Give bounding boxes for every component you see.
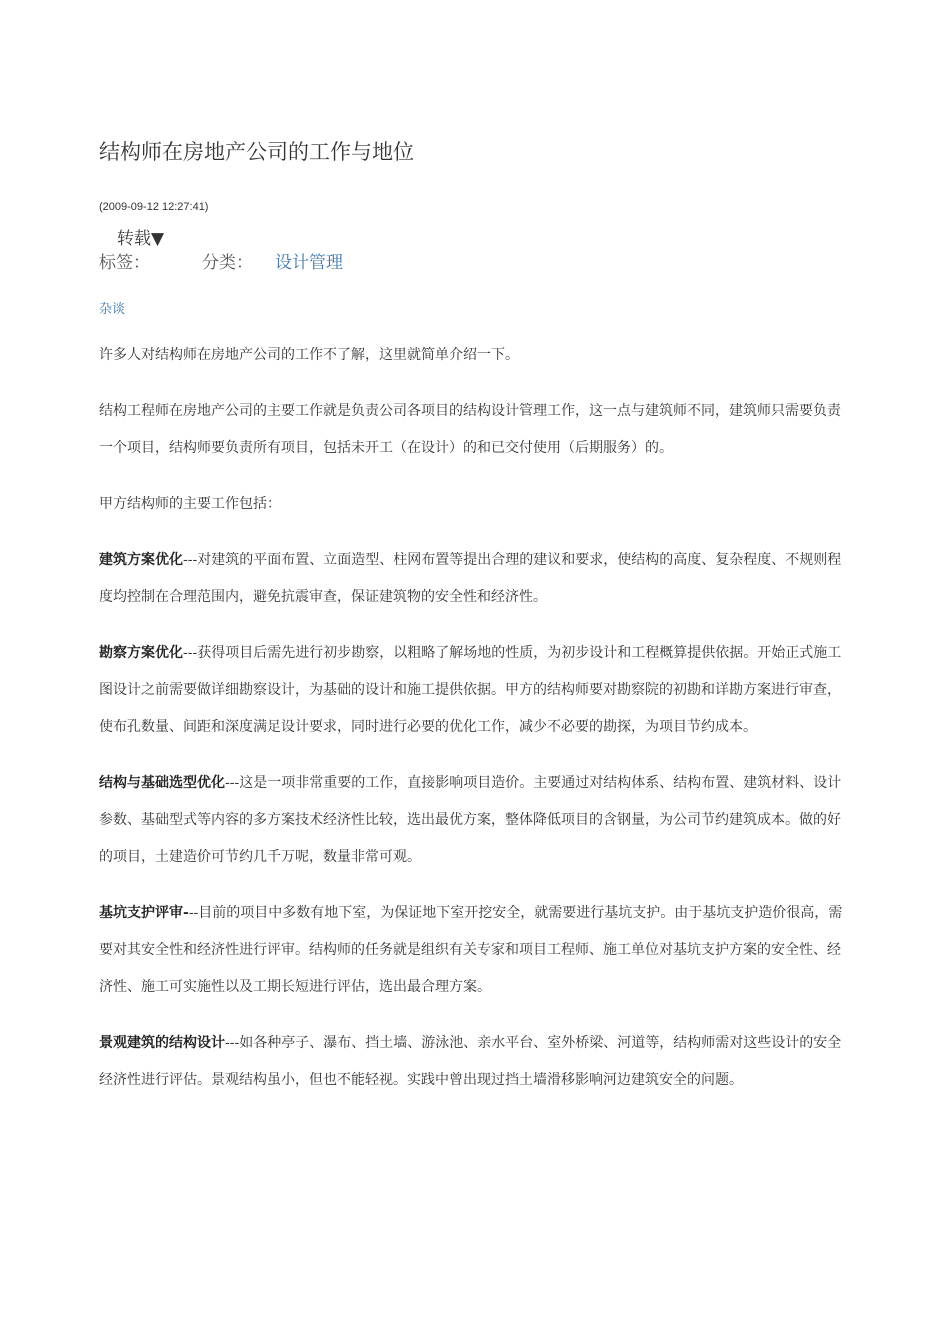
paragraph <box>99 393 851 467</box>
category-label: 分类： <box>202 253 253 273</box>
tag-link[interactable]: 杂谈 <box>99 302 126 317</box>
category-link[interactable]: 设计管理 <box>275 253 343 273</box>
paragraph-heading: 结构与基础选型优化 <box>99 775 225 791</box>
repost-dropdown[interactable]: 转载▼ <box>117 229 165 249</box>
paragraph-text: ---如各种亭子、瀑布、挡土墙、游泳池、亲水平台、室外桥梁、河道等，结构师需对这些设计的安全经济性进行评估。景观结构虽小，但也不能轻视。实践中曾出现过挡土墙滑移影响河边建筑安全的问题。 <box>99 1035 842 1088</box>
paragraph <box>99 337 851 374</box>
paragraph <box>99 542 851 616</box>
paragraph-heading: 景观建筑的结构设计 <box>99 1035 225 1051</box>
paragraph-text: ---这是一项非常重要的工作，直接影响项目造价。主要通过对结构体系、结构布置、建筑材料、设计参数、基础型式等内容的多方案技术经济性比较，选出最优方案，整体降低项目的含钢量，为公司节约建筑成本。做的好的项目，土建造价可节约几千万呢，数量非常可观。 <box>99 775 842 865</box>
paragraph <box>99 765 851 876</box>
article-title: 结构师在房地产公司的工作与地位 <box>99 140 414 164</box>
paragraph-text: 结构工程师在房地产公司的主要工作就是负责公司各项目的结构设计管理工作，这一点与建筑师不同，建筑师只需要负责一个项目，结构师要负责所有项目，包括未开工（在设计）的和已交付使用（后期服务）的。 <box>99 403 841 456</box>
tags-label: 标签： <box>99 253 150 273</box>
paragraph-text: ---获得项目后需先进行初步勘察，以粗略了解场地的性质，为初步设计和工程概算提供依据。开始正式施工图设计之前需要做详细勘察设计，为基础的设计和施工提供依据。甲方的结构师要对勘察院的初勘和详勘方案进行审查，使布孔数量、间距和深度满足设计要求，同时进行必要的优化工作，减少不必要的勘探，为项目节约成本。 <box>99 645 842 735</box>
paragraph <box>99 486 851 523</box>
paragraph-text: ---对建筑的平面布置、立面造型、柱网布置等提出合理的建议和要求，使结构的高度、复杂程度、不规则程度均控制在合理范围内，避免抗震审查，保证建筑物的安全性和经济性。 <box>99 552 842 605</box>
article-body <box>99 337 851 1118</box>
article-date: (2009-09-12 12:27:41) <box>99 201 209 213</box>
paragraph-text: 许多人对结构师在房地产公司的工作不了解，这里就简单介绍一下。 <box>99 347 519 363</box>
paragraph-text: 甲方结构师的主要工作包括： <box>99 496 281 512</box>
article-meta <box>99 248 343 273</box>
paragraph-heading: 基坑支护评审- <box>99 905 189 921</box>
paragraph <box>99 895 851 1006</box>
paragraph-heading: 建筑方案优化 <box>99 552 183 568</box>
paragraph-heading: 勘察方案优化 <box>99 645 183 661</box>
paragraph-text: --目前的项目中多数有地下室，为保证地下室开挖安全，就需要进行基坑支护。由于基坑支护造价很高，需要对其安全性和经济性进行评审。结构师的任务就是组织有关专家和项目工程师、施工单位对基坑支护方案的安全性、经济性、施工可实施性以及工期长短进行评估，选出最合理方案。 <box>99 905 843 995</box>
paragraph <box>99 1025 851 1099</box>
paragraph <box>99 635 851 746</box>
